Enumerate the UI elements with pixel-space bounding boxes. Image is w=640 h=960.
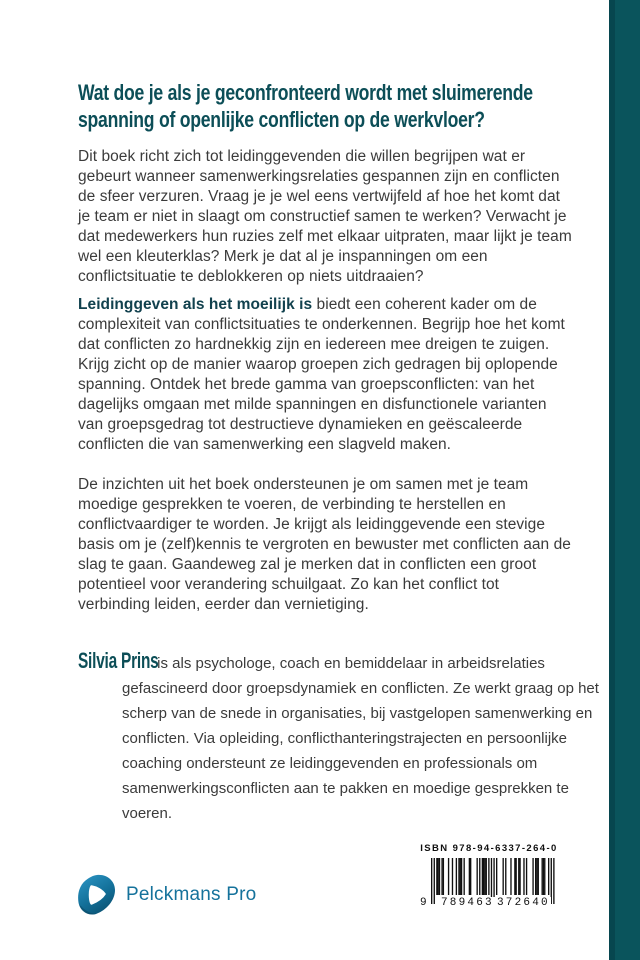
- barcode-digits-right: 372640: [497, 897, 550, 909]
- pelckmans-logo-icon: [76, 874, 117, 916]
- publisher-name: Pelckmans Pro: [126, 884, 257, 905]
- publisher-logo: [76, 874, 256, 916]
- headline-line-2: spanning of openlijke conflicten op de werkvloer?: [78, 107, 485, 132]
- blurb-paragraph-1: Dit boek richt zich tot leidinggevenden die willen begrijpen wat er gebeurt wanneer samenwerkingsrelaties gespannen zijn en conflicten de sfeer verzuren. Vraag je je wel eens vertwijfeld af hoe het komt dat je team er niet in slaagt om constructief samen te werken? Verwacht je dat medewerkers hun ruzies zelf met elkaar uitpraten, maar lijkt je team wel een kleuterklas? Merk je dat al je inspanningen om een conflictsituatie te deblokkeren op niets uitdraaien?: [78, 148, 572, 285]
- isbn-barcode: [419, 843, 559, 915]
- author-name: Silvia Prins: [78, 648, 159, 673]
- barcode-digits-left: 789463: [441, 897, 494, 909]
- book-title-inline: Leidinggeven als het moeilijk is: [78, 296, 313, 313]
- blurb-paragraph-2: [78, 295, 572, 455]
- author-bio-text: is als psychologe, coach en bemiddelaar in arbeidsrelaties gefascineerd door groepsdynamiek en conflicten. Ze werkt graag op het scherp van de snede in organisaties, bij vastgelopen samenwerking en conflicten. Via opleiding, conflicthanteringstrajecten en persoonlijke coaching ondersteunt ze leidinggevenden en professionals om samenwerkingsconflicten aan te pakken en moedige gesprekken te voeren.: [122, 655, 599, 822]
- blurb-paragraph-3: De inzichten uit het boek ondersteunen je om samen met je team moedige gesprekken te voeren, de verbinding te herstellen en conflictvaardiger te worden. Je krijgt als leidinggevende een stevige basis om je (zelf)kennis te vergroten en bewuster met conflicten aan de slag te gaan. Gaandeweg zal je merken dat in conflicten een groot potentieel voor verandering schuilgaat. Zo kan het conflict tot verbinding leiden, eerder dan vernietiging.: [78, 476, 571, 613]
- cover-headline: [78, 76, 640, 130]
- barcode-digit-first: 9: [420, 897, 427, 909]
- author-bio: [78, 648, 618, 826]
- headline-line-1: Wat doe je als je geconfronteerd wordt met sluimerende: [78, 80, 533, 105]
- blurb-paragraph-2-text: biedt een coherent kader om de complexiteit van conflictsituaties te onderkennen. Begrijp hoe het komt dat conflicten zo hardnekkig zijn en iedereen mee dreigen te zuigen. Krijg zicht op de manier waarop groepen zich gedragen bij oplopende spanning. Ontdek het brede gamma van groepsconflicten: van het dagelijks omgaan met milde spanningen en disfunctionele varianten van groepsgedrag tot destructieve dynamieken en geëscaleerde conflicten die van samenwerking een slagveld maken.: [78, 296, 565, 453]
- isbn-label: ISBN 978-94-6337-264-0: [420, 843, 558, 854]
